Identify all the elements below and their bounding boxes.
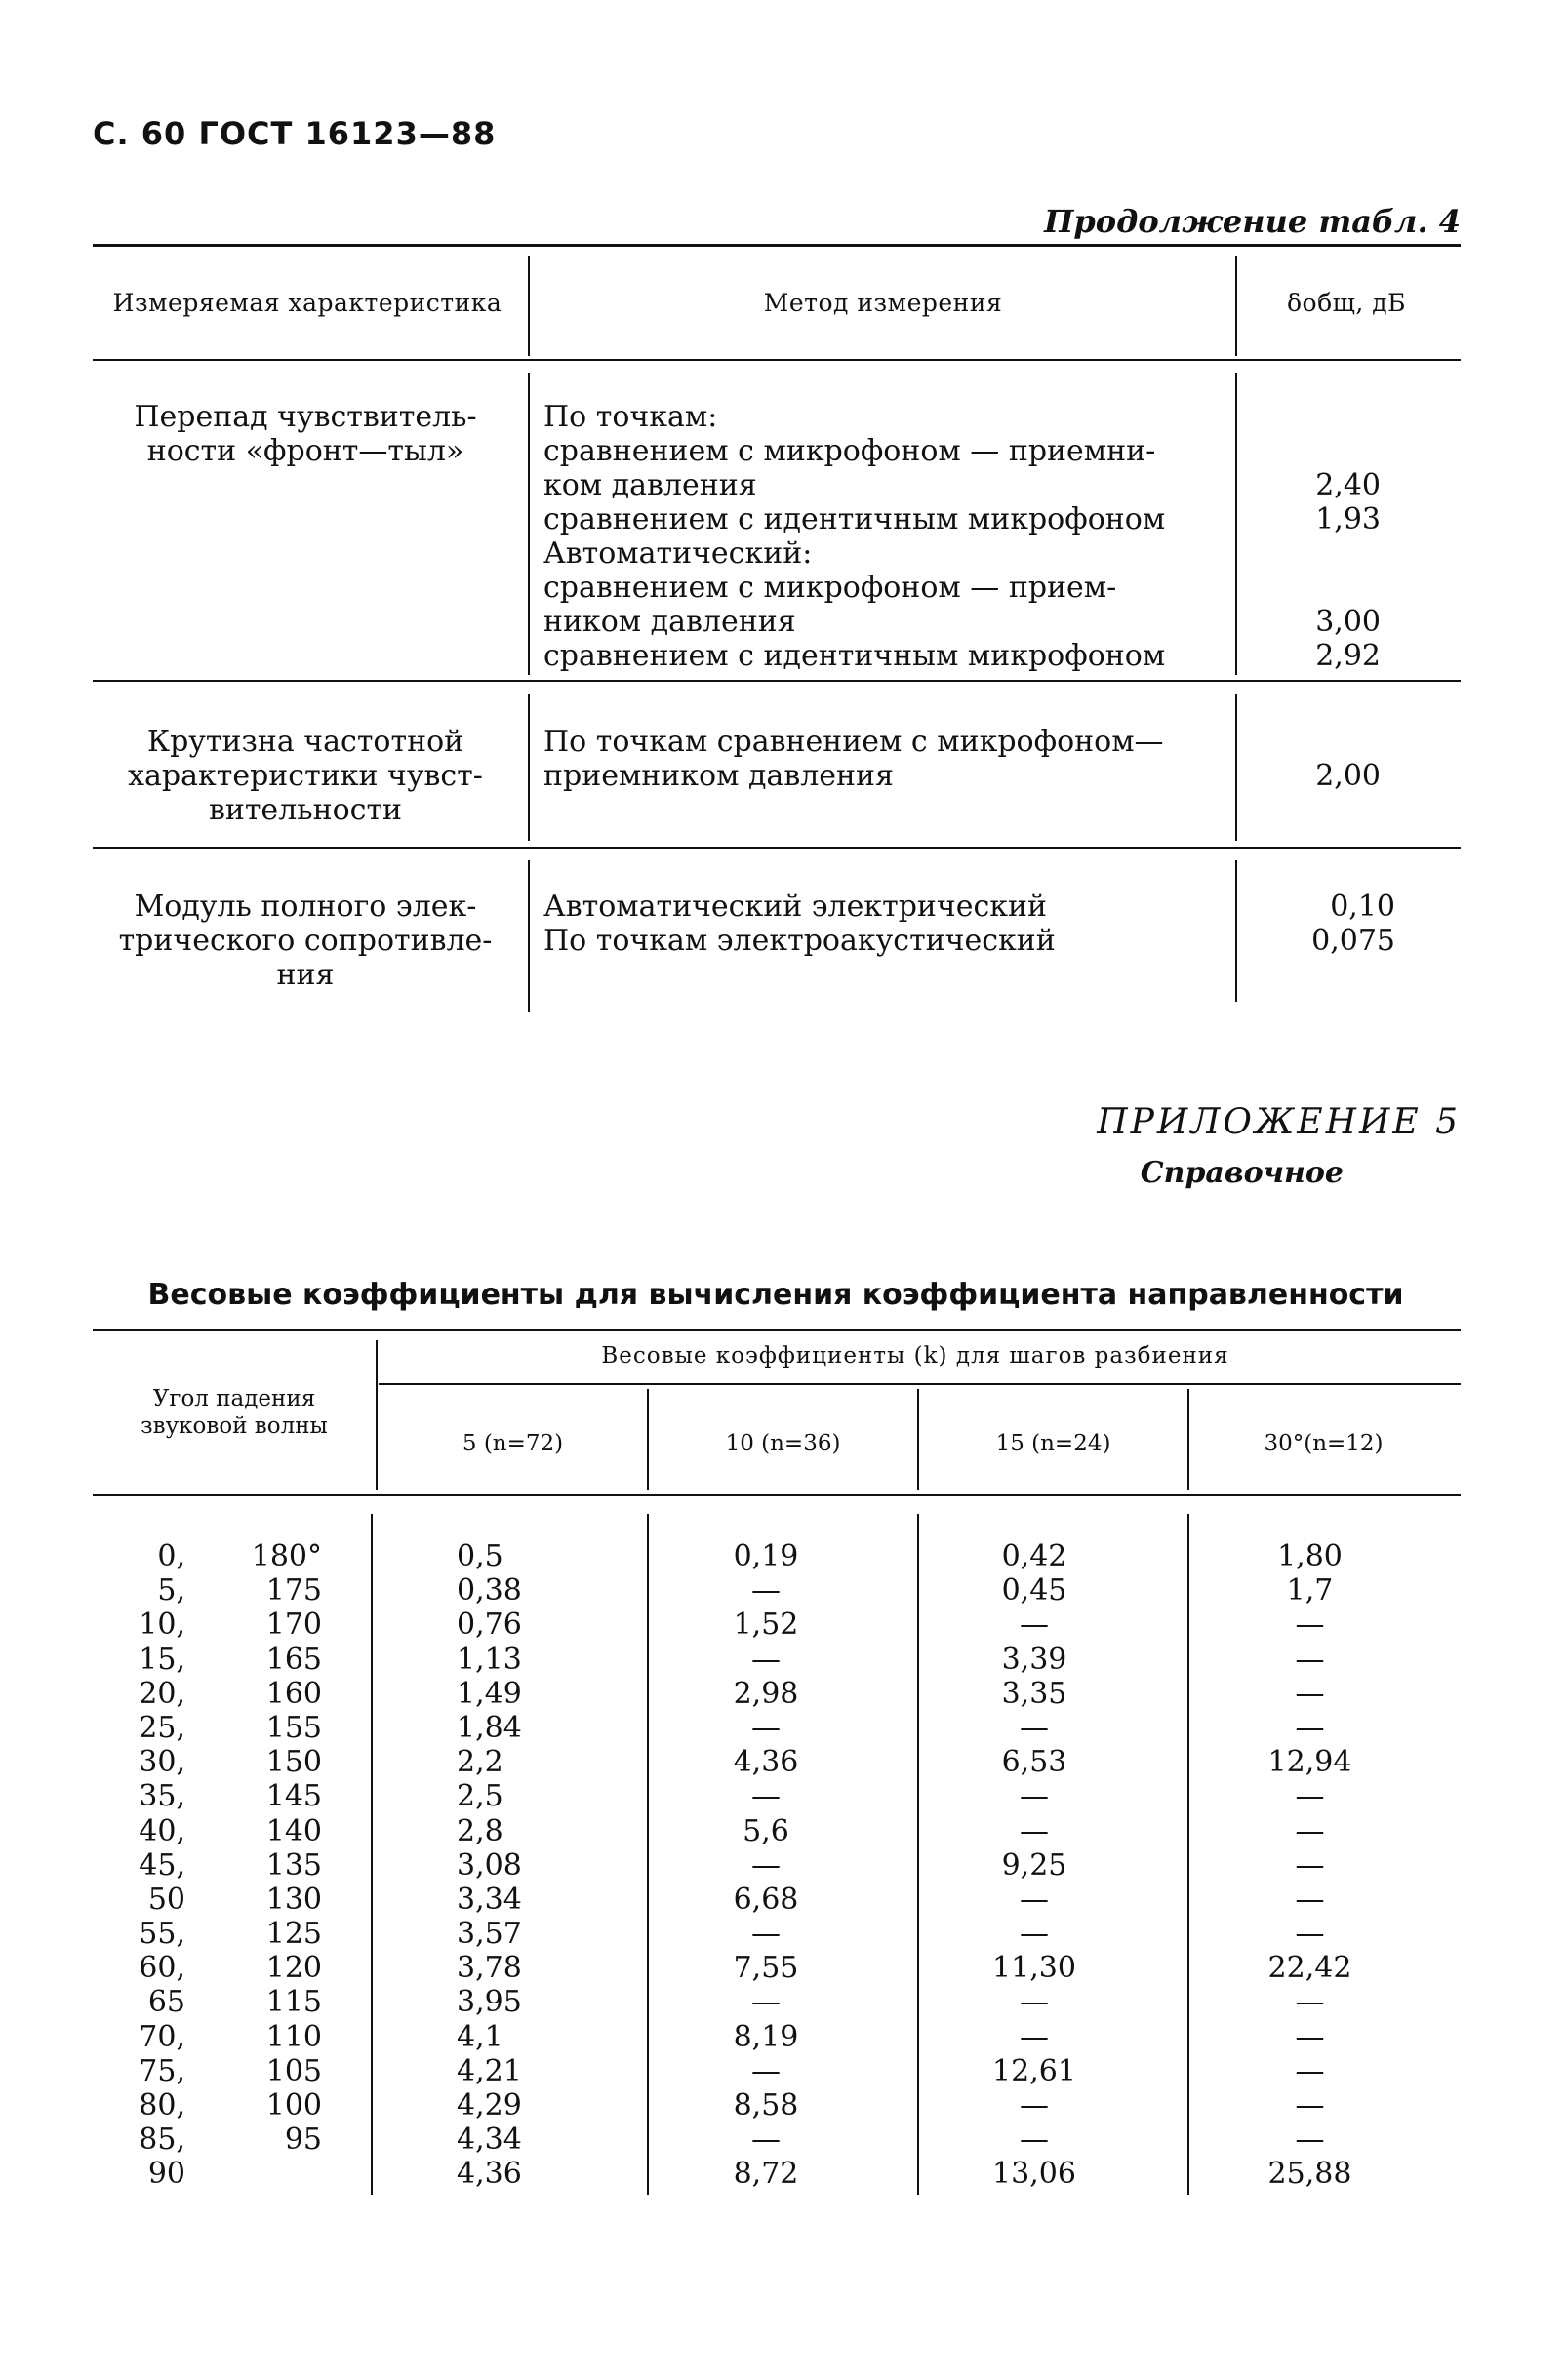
table5-cell: 3,39 <box>1001 1642 1067 1677</box>
appendix-title: ПРИЛОЖЕНИЕ 5 <box>1097 1102 1461 1142</box>
table5-cell: 5, <box>157 1573 185 1608</box>
table4-row2-values: 2,00 <box>1315 759 1381 793</box>
table5-cell: — <box>751 2053 781 2088</box>
table5-cell: — <box>1020 1985 1049 2020</box>
table5-cell: 40, <box>139 1813 185 1848</box>
table5-top-rule <box>93 1329 1461 1331</box>
table4-divider-2 <box>1235 694 1237 841</box>
table5-cell: — <box>1295 1607 1325 1643</box>
table5-cell: — <box>1295 1710 1325 1745</box>
table5-cell: 4,1 <box>457 2019 503 2054</box>
table5-cell: — <box>1295 1642 1325 1677</box>
table5-cell: 140 <box>265 1813 322 1848</box>
table5-cell: 0,19 <box>733 1539 799 1573</box>
table5-cell: — <box>1295 1985 1325 2020</box>
table5-cell: 125 <box>265 1917 322 1952</box>
table5-cell: 3,35 <box>1001 1676 1067 1711</box>
table5-cell: 100 <box>265 2088 322 2122</box>
table5-cell: 1,52 <box>733 1607 799 1643</box>
table4-row3-characteristic: Модуль полного элек- трического сопротивле- ния <box>118 890 493 992</box>
table5-cell: 7,55 <box>733 1951 799 1986</box>
table5-cell: 75, <box>139 2053 185 2088</box>
table5-cell: 22,42 <box>1267 1951 1352 1986</box>
table5-cell: 2,8 <box>457 1813 503 1848</box>
table5-cell: 3,57 <box>457 1917 522 1952</box>
table5-step-header: 5 (n=72) <box>462 1431 564 1456</box>
table5-cell: 10, <box>139 1607 185 1643</box>
table5-cell: — <box>751 1847 781 1883</box>
table5-cell: 55, <box>139 1917 185 1952</box>
table5-cell: 8,19 <box>733 2019 799 2054</box>
table5-cell: 145 <box>265 1779 322 1814</box>
table4-divider-1 <box>528 256 530 356</box>
table5-cell: — <box>1020 1607 1049 1643</box>
table5-cell: — <box>751 1985 781 2020</box>
table5-step-header: 15 (n=24) <box>995 1431 1111 1456</box>
page-header: С. 60 ГОСТ 16123—88 <box>93 115 497 152</box>
table5-cell: — <box>1295 2053 1325 2088</box>
table5-cell: 3,95 <box>457 1985 522 2020</box>
table4-row2-characteristic: Крутизна частотной характеристики чувст- вительности <box>128 725 483 827</box>
table5-cell <box>210 2157 322 2191</box>
table5-cell: — <box>751 1779 781 1814</box>
table5-k5-column <box>457 1539 603 2192</box>
table5-cell: 4,36 <box>457 2157 522 2192</box>
table5-cell: 130 <box>265 1882 322 1917</box>
table5-cell: 6,68 <box>733 1882 799 1917</box>
table5-step-header: 30°(n=12) <box>1264 1431 1384 1456</box>
table5-cell: 135 <box>265 1847 322 1883</box>
table5-cell: 85, <box>139 2122 185 2158</box>
table5-cell: — <box>1020 1779 1049 1814</box>
table5-k15-column <box>971 1539 1098 2192</box>
table5-cell: 4,36 <box>733 1745 799 1780</box>
table5-divider <box>647 1389 649 1490</box>
table5-cell: 0,5 <box>457 1539 503 1573</box>
table4-divider-2 <box>1235 373 1237 675</box>
table5-divider <box>1187 1514 1189 2195</box>
table5-cell: 25,88 <box>1267 2157 1352 2192</box>
table5-cell: — <box>1295 2122 1325 2158</box>
table5-cell: — <box>1295 1847 1325 1883</box>
table5-cell: 1,49 <box>457 1676 522 1711</box>
table5-angle-column <box>107 1539 185 2192</box>
table5-cell: 20, <box>139 1676 185 1711</box>
table4-divider-2 <box>1235 860 1237 1002</box>
table4-row1-method: По точкам: сравнением с микрофоном — приемни- ком давления сравнением с идентичным микрофоном Автоматический: сравнением с микрофоном — прием- ником давления сравнением с идентичным микрофоном <box>543 400 1166 673</box>
table5-divider <box>371 1514 373 2195</box>
table5-divider <box>917 1389 919 1490</box>
table5-cell: 155 <box>265 1710 322 1745</box>
table4-row1-rule <box>93 680 1461 682</box>
table5-cell: — <box>1020 1882 1049 1917</box>
table5-cell: 9,25 <box>1001 1847 1067 1883</box>
table5-cell: 35, <box>139 1779 185 1814</box>
table5-cell: 11,30 <box>992 1951 1076 1986</box>
table5-divider <box>917 1514 919 2195</box>
table5-angle-header: Угол падения звуковой волны <box>141 1386 328 1439</box>
table5-header-rule <box>93 1494 1461 1496</box>
table5-cell: — <box>1020 2122 1049 2158</box>
table4-divider-2 <box>1235 256 1237 356</box>
table5-subheader-rule <box>379 1383 1461 1385</box>
table5-cell: 120 <box>265 1951 322 1986</box>
table5-cell: 1,13 <box>457 1642 522 1677</box>
table5-group-header: Весовые коэффициенты (k) для шагов разбиения <box>601 1343 1229 1368</box>
table5-cell: 175 <box>265 1573 322 1608</box>
table5-cell: 1,80 <box>1277 1539 1343 1573</box>
table5-cell: 30, <box>139 1745 185 1780</box>
table5-cell: 90 <box>147 2157 185 2192</box>
table5-cell: — <box>751 1573 781 1608</box>
table5-divider <box>647 1514 649 2195</box>
table4-divider-1 <box>528 860 530 1012</box>
table5-cell: 60, <box>139 1951 185 1986</box>
table5-cell: 0,45 <box>1001 1573 1067 1608</box>
table5-cell: — <box>1020 1917 1049 1952</box>
table5-cell: 1,7 <box>1286 1573 1334 1608</box>
table5-cell: 165 <box>265 1642 322 1677</box>
table5-cell: 0,42 <box>1001 1539 1067 1573</box>
table5-k30-column <box>1244 1539 1376 2192</box>
table5-cell: 180° <box>251 1539 322 1573</box>
table5-cell: — <box>751 2122 781 2158</box>
table5-cell: 13,06 <box>992 2157 1076 2192</box>
table5-cell: 4,34 <box>457 2122 522 2158</box>
table5-cell: 6,53 <box>1001 1745 1067 1780</box>
table5-step-header: 10 (n=36) <box>725 1431 841 1456</box>
table4-row3-values: 0,10 0,075 <box>1311 890 1395 958</box>
table-continuation-label: Продолжение табл. 4 <box>1044 203 1461 240</box>
table4-row3-method: Автоматический электрический По точкам электроакустический <box>543 890 1056 958</box>
table5-divider <box>1187 1389 1189 1490</box>
table5-cell: — <box>1295 1882 1325 1917</box>
table5-cell: — <box>1295 1813 1325 1848</box>
table5-cell: 65 <box>147 1985 185 2020</box>
table5-cell: 0,76 <box>457 1607 522 1643</box>
table5-cell: 4,21 <box>457 2053 522 2088</box>
table5-cell: — <box>751 1710 781 1745</box>
table5-cell: — <box>1295 2088 1325 2122</box>
table5-cell: 5,6 <box>743 1813 789 1848</box>
table5-cell: 12,94 <box>1267 1745 1352 1780</box>
table4-divider-1 <box>528 373 530 675</box>
table5-cell: 3,34 <box>457 1882 522 1917</box>
table4-row2-rule <box>93 847 1461 849</box>
table4-divider-1 <box>528 694 530 841</box>
table5-cell: 4,29 <box>457 2088 522 2122</box>
table5-cell: 50 <box>147 1882 185 1917</box>
table5-cell: 3,08 <box>457 1847 522 1883</box>
table5-cell: 8,72 <box>733 2157 799 2192</box>
table5-cell: 80, <box>139 2088 185 2122</box>
table5-cell: 170 <box>265 1607 322 1643</box>
table5-cell: 95 <box>284 2122 322 2158</box>
table5-cell: 0,38 <box>457 1573 522 1608</box>
table5-cell: 0, <box>157 1539 185 1573</box>
table4-row1-characteristic: Перепад чувствитель- ности «фронт—тыл» <box>134 400 477 468</box>
table5-cell: 105 <box>265 2053 322 2088</box>
table5-cell: 110 <box>265 2019 322 2054</box>
table5-cell: 15, <box>139 1642 185 1677</box>
table5-cell: 70, <box>139 2019 185 2054</box>
table5-cell: — <box>1020 2019 1049 2054</box>
table5-cell: 45, <box>139 1847 185 1883</box>
table5-cell: 2,2 <box>457 1745 503 1780</box>
table4-header-rule <box>93 359 1461 361</box>
table4-header-method: Метод измерения <box>763 289 1003 317</box>
table4-top-rule <box>93 244 1461 247</box>
table5-title: Весовые коэффициенты для вычисления коэффициента направленности <box>147 1278 1404 1312</box>
table5-cell: — <box>1295 1676 1325 1711</box>
table5-cell: 2,98 <box>733 1676 799 1711</box>
table5-cell: 2,5 <box>457 1779 503 1814</box>
table5-supplementary-angle-column <box>210 1539 322 2192</box>
table5-cell: 150 <box>265 1745 322 1780</box>
table4-row1-values: 2,40 1,93 3,00 2,92 <box>1315 468 1381 673</box>
table5-cell: — <box>1295 1917 1325 1952</box>
table4-row2-method: По точкам сравнением с микрофоном— приемником давления <box>543 725 1164 793</box>
table5-cell: — <box>1295 1779 1325 1814</box>
table5-cell: — <box>751 1917 781 1952</box>
table5-divider <box>376 1340 378 1490</box>
table5-cell: 12,61 <box>992 2053 1076 2088</box>
table5-cell: 115 <box>265 1985 322 2020</box>
table5-cell: 25, <box>139 1710 185 1745</box>
table5-cell: — <box>751 1642 781 1677</box>
table5-cell: 3,78 <box>457 1951 522 1986</box>
table5-cell: — <box>1020 1710 1049 1745</box>
table5-cell: — <box>1020 1813 1049 1848</box>
appendix-subtitle: Справочное <box>1140 1156 1344 1190</box>
table4-header-error: δобщ, дБ <box>1286 289 1407 317</box>
table5-cell: 8,58 <box>733 2088 799 2122</box>
table5-cell: 160 <box>265 1676 322 1711</box>
table5-cell: — <box>1020 2088 1049 2122</box>
table5-cell: 1,84 <box>457 1710 522 1745</box>
table5-k10-column <box>703 1539 829 2192</box>
table5-cell: — <box>1295 2019 1325 2054</box>
table4-header-characteristic: Измеряемая характеристика <box>112 289 502 317</box>
